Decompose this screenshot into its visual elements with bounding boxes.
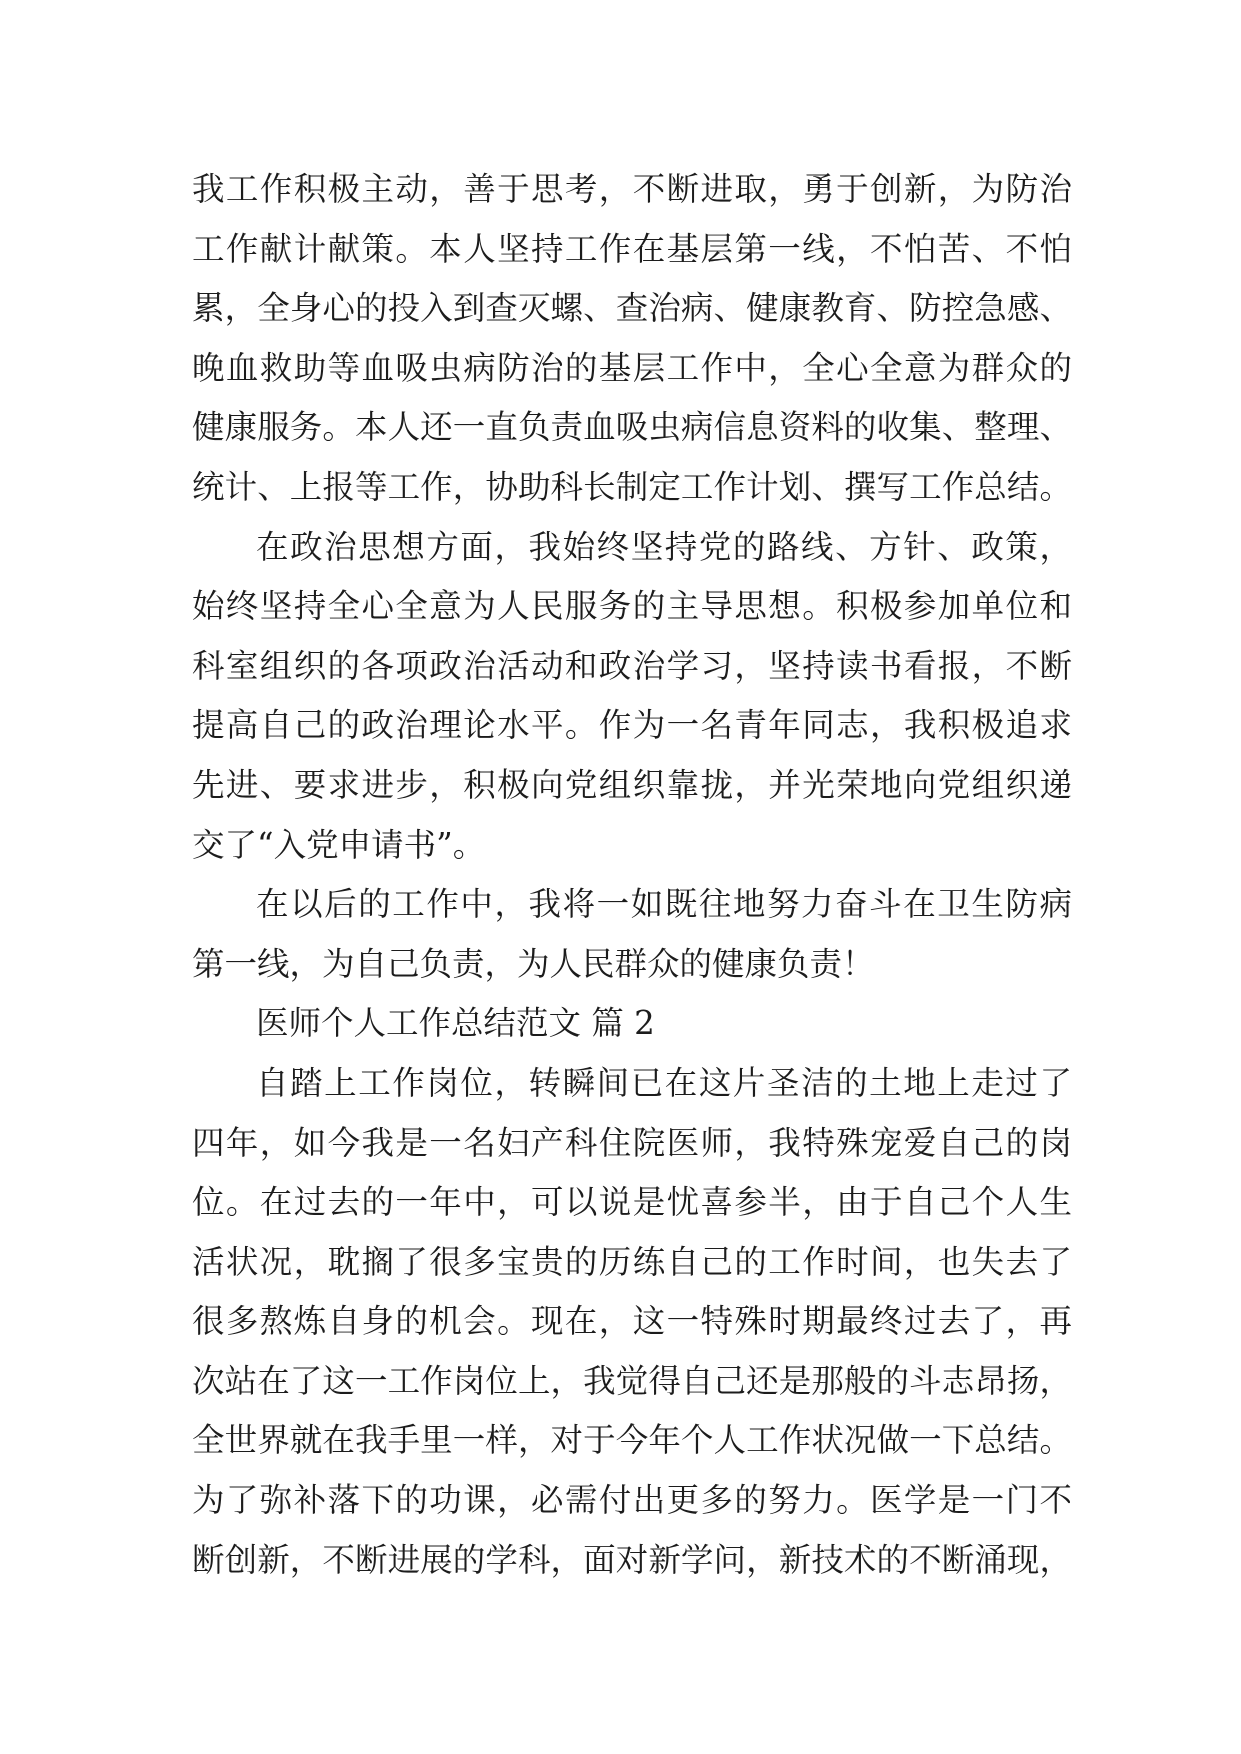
text-line: 科室组织的各项政治活动和政治学习，坚持读书看报，不断 (192, 646, 1072, 685)
text-line: 累，全身心的投入到查灭螺、查治病、健康教育、防控急感、 (192, 289, 1072, 328)
paragraph-first-line: 自踏上工作岗位，转瞬间已在这片圣洁的土地上走过了 (256, 1063, 1072, 1102)
text-line: 先进、要求进步，积极向党组织靠拢，并光荣地向党组织递 (192, 765, 1072, 804)
section-heading: 医师个人工作总结范文 篇 2 (256, 1004, 655, 1043)
text-line: 位。在过去的一年中，可以说是忧喜参半，由于自己个人生 (192, 1183, 1072, 1222)
document-body (192, 160, 1072, 1590)
text-line: 始终坚持全心全意为人民服务的主导思想。积极参加单位和 (192, 587, 1072, 626)
paragraph-first-line: 在以后的工作中，我将一如既往地努力奋斗在卫生防病 (256, 885, 1072, 924)
text-line: 活状况，耽搁了很多宝贵的历练自己的工作时间，也失去了 (192, 1242, 1072, 1281)
text-line: 断创新，不断进展的学科，面对新学问，新技术的不断涌现， (192, 1540, 1072, 1579)
text-line: 我工作积极主动，善于思考，不断进取，勇于创新，为防治 (192, 170, 1072, 208)
paragraph-last-line: 第一线，为自己负责，为人民群众的健康负责！ (192, 944, 875, 983)
paragraph-last-line: 交了“入党申请书”。 (192, 825, 486, 864)
text-line: 全世界就在我手里一样，对于今年个人工作状况做一下总结。 (192, 1421, 1072, 1460)
text-line: 次站在了这一工作岗位上，我觉得自己还是那般的斗志昂扬， (192, 1361, 1072, 1400)
text-line: 四年，如今我是一名妇产科住院医师，我特殊宠爱自己的岗 (192, 1123, 1072, 1162)
text-line: 健康服务。本人还一直负责血吸虫病信息资料的收集、整理、 (192, 408, 1072, 447)
text-line: 统计、上报等工作，协助科长制定工作计划、撰写工作总结。 (192, 467, 1072, 506)
text-line: 很多熬炼自身的机会。现在，这一特殊时期最终过去了，再 (192, 1302, 1072, 1341)
paragraph-first-line: 在政治思想方面，我始终坚持党的路线、方针、政策， (256, 527, 1072, 566)
text-line: 工作献计献策。本人坚持工作在基层第一线，不怕苦、不怕 (192, 229, 1072, 268)
text-line: 提高自己的政治理论水平。作为一名青年同志，我积极追求 (192, 706, 1072, 745)
text-line: 晚血救助等血吸虫病防治的基层工作中，全心全意为群众的 (192, 348, 1072, 387)
text-line: 为了弥补落下的功课，必需付出更多的努力。医学是一门不 (192, 1481, 1072, 1520)
